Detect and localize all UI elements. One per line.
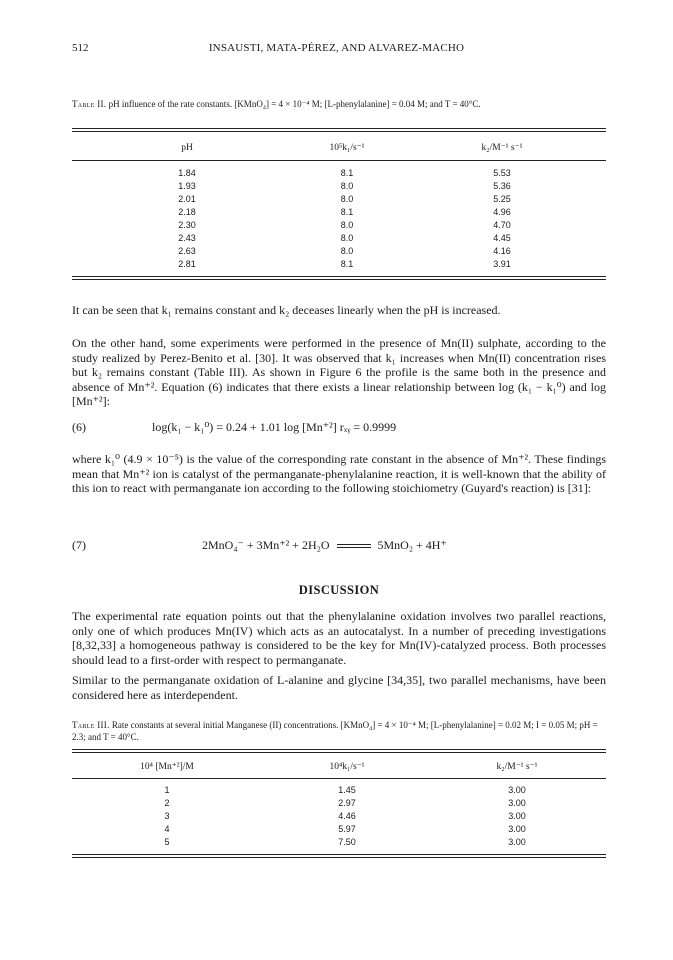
table3-top-rule [72,749,606,753]
table-cell: 2 [164,798,170,808]
table-cell: 8.1 [340,259,354,269]
table2-col-k1: 10⁵k₁/s⁻¹ [329,143,365,153]
table2-col-ph: pH [181,143,193,153]
table-cell: 3.00 [508,824,526,834]
table-row [72,219,606,231]
table-row [72,258,606,270]
table-row [72,206,606,218]
table-row [72,193,606,205]
table-cell: 3.00 [508,798,526,808]
running-head: INSAUSTI, MATA-PÉREZ, AND ALVAREZ-MACHO [208,42,465,54]
table-row [72,180,606,192]
equation-7-rhs: 5MnO₂ + 4H⁺ [377,538,447,552]
table-cell: 4.45 [493,233,511,243]
table2-bottom-rule [72,276,606,280]
table-cell: 2.30 [178,220,196,230]
table-cell: 8.1 [340,168,354,178]
table-cell: 8.0 [340,220,354,230]
table3-caption [72,719,606,743]
paragraph-k1-k2: It can be seen that k₁ remains constant and k₂ deceases linearly when the pH is increased. [72,303,501,317]
table-cell: 1.93 [178,181,196,191]
table2-label: Table II. [72,99,107,109]
table-cell: 2.63 [178,246,196,256]
equilibrium-arrow-icon [337,542,371,550]
equation-7 [72,538,606,556]
table-row [72,836,606,848]
table-cell: 5.36 [493,181,511,191]
page-number: 512 [72,42,89,54]
table-row [72,167,606,179]
table-cell: 4.96 [493,207,511,217]
table-cell: 8.0 [340,233,354,243]
paragraph-catalyst: where k₁⁰ (4.9 × 10⁻⁵) is the value of the corresponding rate constant in the absence of Mn⁺². These findings mean that Mn⁺² ion is catalyst of the permanganate-phenylalanine reaction, it is well-known that the ability of this ion to react with permanganate ion according to the following stoichiometry (Guyard's reaction) is [31]: [72,452,606,496]
table-cell: 7.50 [338,837,356,847]
table2-col-k2: k₂/M⁻¹ s⁻¹ [481,143,523,153]
equation-6-number: (6) [72,420,86,434]
table-cell: 5.97 [338,824,356,834]
table2-top-rule [72,128,606,132]
paragraph-discussion-2: Similar to the permanganate oxidation of L-alanine and glycine [34,35], two parallel mechanisms, have been considered here as interdependent. [72,673,606,702]
table-cell: 1 [164,785,170,795]
section-title: DISCUSSION [298,583,380,597]
equation-6-body: log(k₁ − k₁⁰) = 0.24 + 1.01 log [Mn⁺²] rₓᵧ = 0.9999 [152,420,397,434]
table-cell: 4.16 [493,246,511,256]
table3-col-k1: 10⁴k₁/s⁻¹ [329,762,365,772]
table3-header-rule [72,778,606,779]
table-cell: 2.97 [338,798,356,808]
table-cell: 4.70 [493,220,511,230]
table-cell: 5 [164,837,170,847]
table-cell: 1.84 [178,168,196,178]
table2-header-row [72,142,606,154]
table2-caption-text: pH influence of the rate constants. [KMnO₄] = 4 × 10⁻⁴ M; [L-phenylalanine] = 0.04 M; and T = 40°C. [108,99,481,109]
equation-7-lhs: 2MnO₄⁻ + 3Mn⁺² + 2H₂O [202,538,330,552]
table-cell: 2.01 [178,194,196,204]
table3-col-mn: 10⁴ [Mn⁺²]/M [140,762,194,772]
table-cell: 3.00 [508,837,526,847]
table-row [72,245,606,257]
equation-7-number: (7) [72,538,86,552]
page-header [72,42,601,58]
table-cell: 5.53 [493,168,511,178]
table2-caption [72,98,606,110]
table-cell: 8.0 [340,194,354,204]
table-cell: 1.45 [338,785,356,795]
equation-7-body [202,538,447,553]
table-cell: 8.0 [340,246,354,256]
table2-header-rule [72,160,606,161]
table-row [72,784,606,796]
table-row [72,810,606,822]
table3-bottom-rule [72,854,606,858]
table-row [72,797,606,809]
table-cell: 3.00 [508,811,526,821]
table-cell: 8.0 [340,181,354,191]
table-cell: 4.46 [338,811,356,821]
paragraph-discussion-1: The experimental rate equation points out that the phenylalanine oxidation involves two parallel reactions, only one of which produces Mn(IV) which acts as an autocatalyst. In a number of preceding investigations [8,32,33] a homogeneous pathway is considered to be the key for Mn(IV)-catalyzed process. Both processes should lead to a first-order with respect to permanganate. [72,609,606,667]
table3-caption-text: Rate constants at several initial Manganese (II) concentrations. [KMnO₄] = 4 × 10⁻⁴ M; [L-phenylalanine] = 0.02 M; I = 0.05 M; pH = 2.3; and T = 40°C. [72,720,598,742]
table-row [72,823,606,835]
table-cell: 2.18 [178,207,196,217]
table-cell: 3 [164,811,170,821]
table-cell: 5.25 [493,194,511,204]
table-cell: 3.91 [493,259,511,269]
table-cell: 8.1 [340,207,354,217]
table3-label: Table III. [72,720,110,730]
equation-6 [72,420,606,438]
table-cell: 2.43 [178,233,196,243]
table-cell: 2.81 [178,259,196,269]
paragraph-mn-experiments: On the other hand, some experiments were performed in the presence of Mn(II) sulphate, according to the study realized by Perez-Benito et al. [30]. It was observed that k₁ increases when Mn(II) concentration rises but k₂ remains constant (Table III). As shown in Figure 6 the profile is the same both in the presence and absence of Mn⁺². Equation (6) indicates that there exists a linear relationship between log (k₁ − k₁⁰) and log [Mn⁺²]: [72,336,606,409]
table-cell: 3.00 [508,785,526,795]
table-row [72,232,606,244]
table-cell: 4 [164,824,170,834]
table3-header-row [72,761,606,773]
table3-col-k2: k₂/M⁻¹ s⁻¹ [496,762,538,772]
